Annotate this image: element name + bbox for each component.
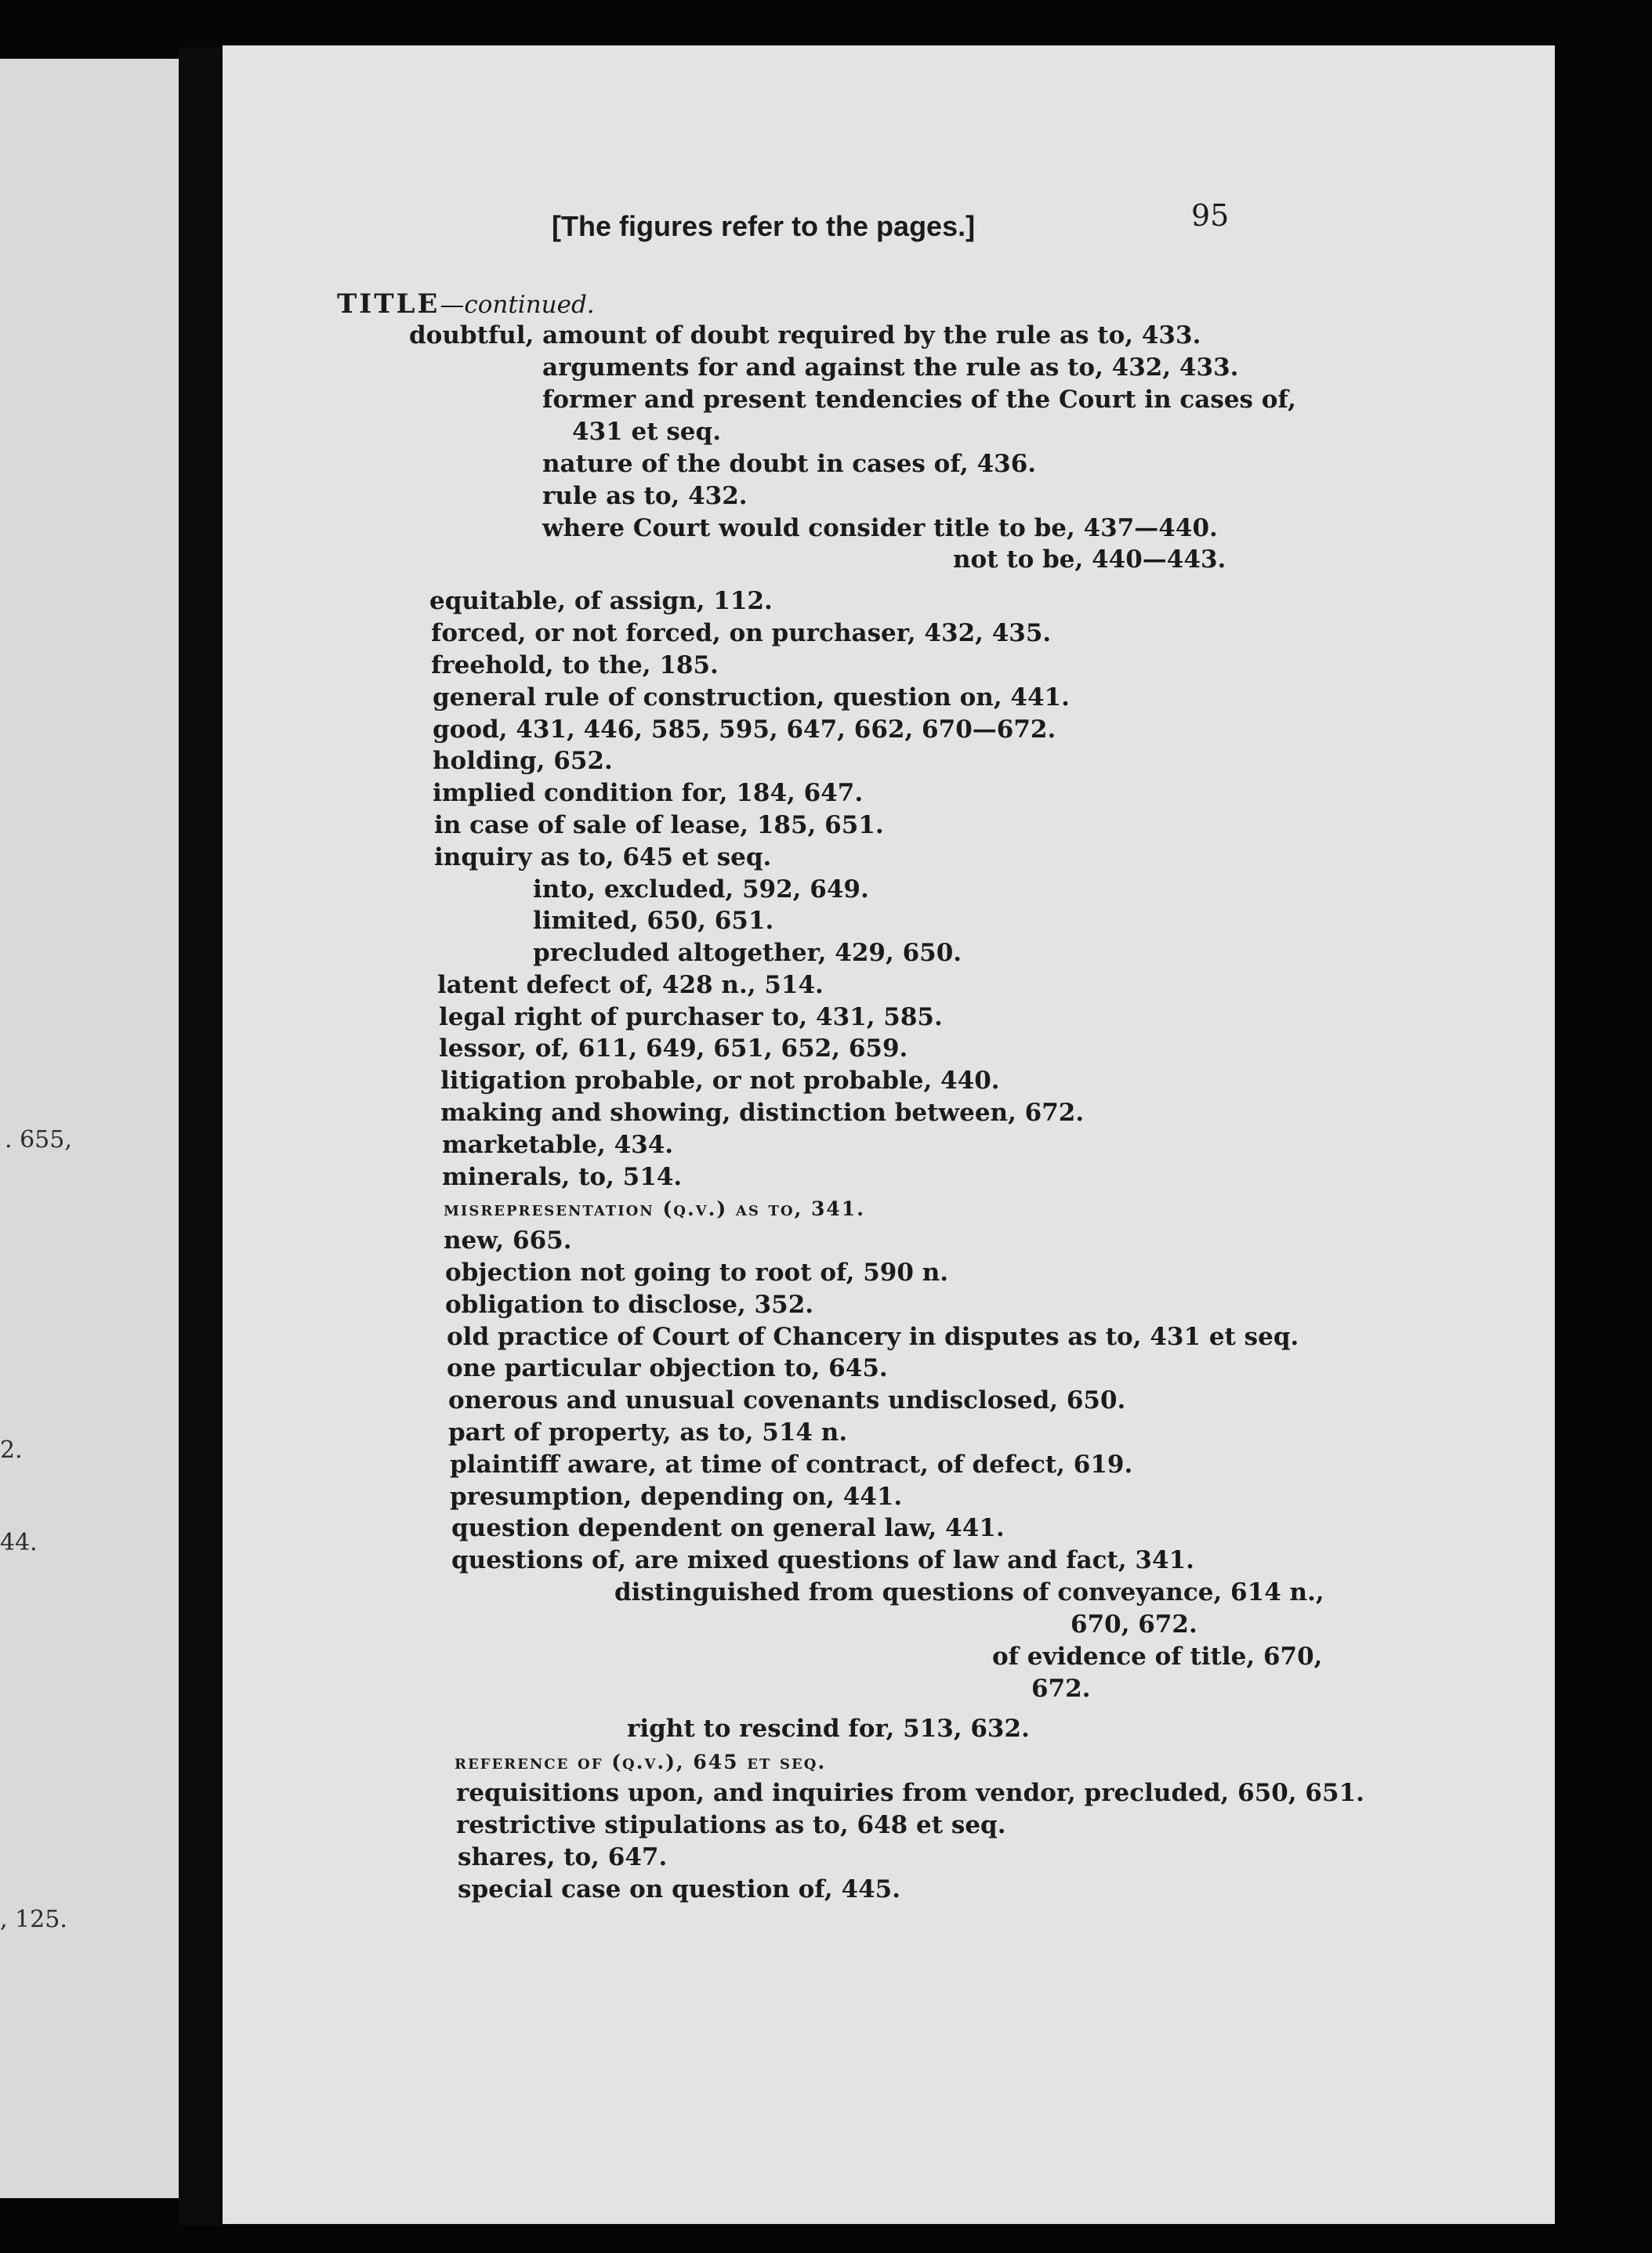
index-entry: obligation to disclose, 352. [445, 1291, 814, 1319]
index-entry: equitable, of assign, 112. [429, 587, 773, 615]
index-subentry: former and present tendencies of the Court in cases of, [542, 386, 1296, 414]
index-entry: holding, 652. [433, 747, 613, 775]
index-entry: plaintiff aware, at time of contract, of defect, 619. [450, 1451, 1133, 1479]
index-entry: freehold, to the, 185. [431, 651, 719, 679]
index-continuation: 672. [1031, 1675, 1091, 1703]
index-entry: inquiry as to, 645 et seq. [434, 843, 772, 871]
index-entry: implied condition for, 184, 647. [433, 779, 864, 807]
index-entry: general rule of construction, question on, 441. [433, 683, 1070, 712]
index-entry: marketable, 434. [442, 1131, 674, 1159]
index-entry: litigation probable, or not probable, 440. [440, 1067, 1000, 1095]
index-subentry: right to rescind for, 513, 632. [627, 1715, 1030, 1743]
left-margin-fragment: . 655, [5, 1126, 72, 1154]
index-subentry: nature of the doubt in cases of, 436. [542, 450, 1037, 478]
index-entry: good, 431, 446, 585, 595, 647, 662, 670—672. [433, 715, 1056, 744]
index-entry: questions of, are mixed questions of law and fact, 341. [451, 1546, 1194, 1574]
index-entry: latent defect of, 428 n., 514. [437, 971, 824, 999]
index-subentry: into, excluded, 592, 649. [533, 875, 869, 904]
index-entry: old practice of Court of Chancery in disputes as to, 431 et seq. [447, 1323, 1299, 1351]
index-continuation: 431 et seq. [572, 418, 721, 446]
book-gutter [179, 47, 223, 2226]
index-subentry: precluded altogether, 429, 650. [533, 939, 962, 967]
left-margin-fragment: , 125. [0, 1906, 67, 1933]
left-margin-fragment: 2. [0, 1436, 23, 1464]
index-entry: special case on question of, 445. [458, 1875, 901, 1903]
page-number: 95 [1191, 198, 1230, 233]
index-subentry: distinguished from questions of conveyance, 614 n., [614, 1578, 1324, 1606]
index-entry: one particular objection to, 645. [447, 1354, 888, 1382]
index-entry: misrepresentation (q.v.) as to, 341. [444, 1197, 865, 1220]
index-entry: part of property, as to, 514 n. [448, 1418, 848, 1447]
left-margin-fragment: 44. [0, 1529, 38, 1556]
index-entry: shares, to, 647. [458, 1843, 668, 1871]
index-entry: in case of sale of lease, 185, 651. [434, 811, 884, 839]
index-entry: doubtful, amount of doubt required by the rule as to, 433. [409, 321, 1201, 350]
index-continuation: 670, 672. [1071, 1610, 1197, 1639]
index-entry: minerals, to, 514. [442, 1163, 683, 1191]
running-header: [The figures refer to the pages.] [552, 210, 976, 242]
index-heading [337, 288, 595, 320]
index-subentry: rule as to, 432. [542, 482, 748, 510]
index-subentry: not to be, 440—443. [953, 545, 1226, 574]
index-entry: lessor, of, 611, 649, 651, 652, 659. [439, 1034, 908, 1063]
index-entry: legal right of purchaser to, 431, 585. [439, 1003, 943, 1031]
right-page [223, 45, 1555, 2224]
index-subentry: limited, 650, 651. [533, 907, 774, 935]
index-entry: question dependent on general law, 441. [451, 1514, 1005, 1542]
index-entry: restrictive stipulations as to, 648 et seq. [456, 1811, 1006, 1839]
index-subentry: of evidence of title, 670, [992, 1643, 1323, 1671]
index-entry: making and showing, distinction between, 672. [440, 1099, 1085, 1127]
index-entry: requisitions upon, and inquiries from vendor, precluded, 650, 651. [456, 1779, 1364, 1807]
index-entry: reference of (q.v.), 645 et seq. [455, 1751, 827, 1773]
index-entry: objection not going to root of, 590 n. [445, 1259, 949, 1287]
heading-suffix: —continued. [440, 291, 595, 319]
index-entry: onerous and unusual covenants undisclosed, 650. [448, 1386, 1126, 1414]
index-entry: forced, or not forced, on purchaser, 432, 435. [431, 619, 1052, 647]
index-subentry: arguments for and against the rule as to, 432, 433. [542, 353, 1239, 382]
index-entry: presumption, depending on, 441. [450, 1483, 903, 1511]
index-entry: new, 665. [444, 1226, 572, 1255]
heading-title: TITLE [337, 288, 440, 320]
index-subentry: where Court would consider title to be, 437—440. [542, 514, 1218, 542]
left-page [0, 59, 179, 2198]
